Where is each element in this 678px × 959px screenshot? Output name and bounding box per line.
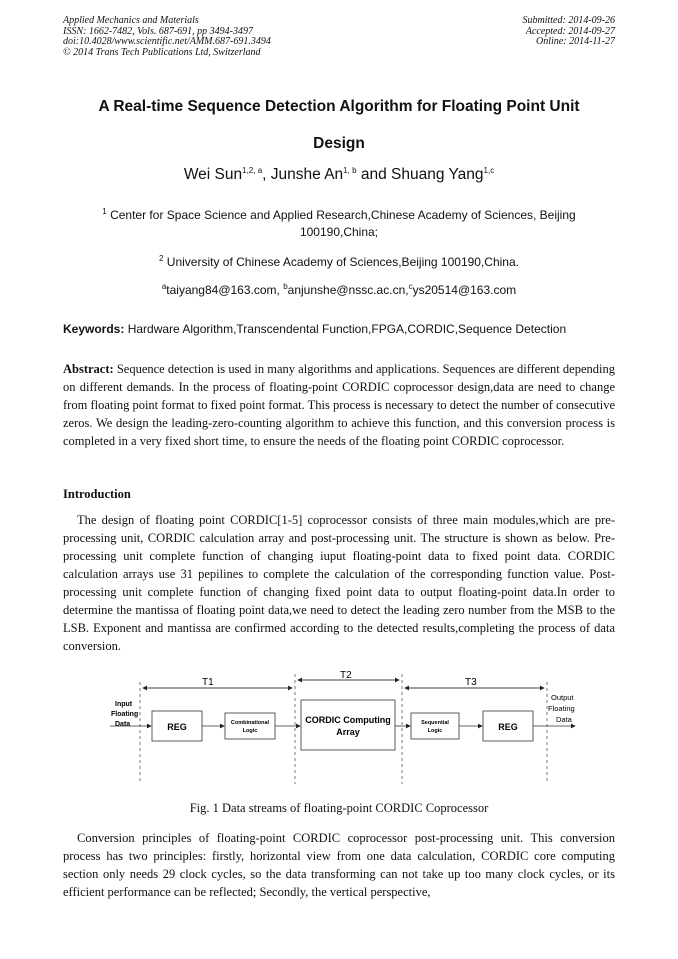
author-name: Shuang Yang (391, 166, 484, 183)
accepted-date: Accepted: 2014-09-27 (525, 25, 615, 37)
t1-label: T1 (202, 677, 214, 688)
issn-line: ISSN: 1662-7482, Vols. 687-691, pp 3494-3497 (63, 25, 253, 37)
submitted-date: Submitted: 2014-09-26 (522, 15, 615, 26)
dates-header (523, 16, 616, 48)
journal-name: Applied Mechanics and Materials (63, 15, 199, 26)
figure-data-streams (105, 664, 595, 790)
email-sup: a (161, 282, 167, 291)
author-separator: and (356, 166, 391, 183)
intro-paragraph: The design of floating point CORDIC[1-5] coprocessor consists of three main modules,which are pre-processing unit, CORDIC calculation array and post-processing unit. The structure is shown as below. Pre-processing unit complete function of changing iuput floating-point data to fixed point data. CORDIC calculation arrays use 31 pepilines to complete the calculation of the corresponding function value. Post-processing unit complete function of changing fixed point data to output floating-point data.In order to determine the mantissa of floating point data,we need to detect the leading zero number from the MSB to the LSB. Exponent and mantissa are confirmed according to the detected results,completing the process of data conversion. (63, 513, 615, 653)
author-separator: , (262, 166, 271, 183)
affiliation-text: University of Chinese Academy of Sciences,Beijing 100190,China. (163, 255, 519, 269)
author-sup: 1, b (343, 165, 357, 175)
author-sup: 1,2, a (242, 165, 263, 175)
affiliation-sup: 1 (102, 207, 107, 216)
author-list (63, 166, 615, 184)
journal-header (63, 16, 271, 58)
t3-label: T3 (465, 677, 477, 688)
figure-caption: Fig. 1 Data streams of floating-point CORDIC Coprocessor (189, 801, 489, 815)
t2-label: T2 (340, 670, 352, 681)
seq-label-2: Logic (427, 728, 443, 734)
email-list (63, 282, 615, 299)
title-line-1: A Real-time Sequence Detection Algorithm for Floating Point Unit (98, 98, 580, 115)
comb-label-2: Logic (242, 728, 258, 734)
author-name: Wei Sun (183, 166, 243, 183)
keywords (63, 322, 615, 336)
cordic-label-1: CORDIC Computing (305, 715, 391, 725)
doi-line: doi:10.4028/www.scientific.net/AMM.687-691.3494 (63, 36, 271, 47)
input-label-1: Input (115, 701, 133, 708)
input-label-2: Floating (111, 711, 139, 718)
body-paragraph: Conversion principles of floating-point CORDIC coprocessor post-processing unit. This conversion process has two principles: firstly, horizontal view from one data calculation, CORDIC core computing section only needs 29 clock cycles, so the data transforming can not take up too many clock cycles, or its efficient performance can be reflected; Secondly, the vertical perspective, (63, 831, 615, 899)
section-heading-introduction: Introduction (63, 487, 131, 501)
reg-label-1: REG (167, 722, 187, 732)
abstract-text: Sequence detection is used in many algorithms and applications. Sequences are different depending on different demands. In the process of floating-point CORDIC coprocessor design,data are need to change from floating point format to fixed point format. This process is necessary to detect the number of consecutive zeros. We design the leading-zero-counting algorithm to achieve this function, and this conversion process is completed in a very fixed short time, to ensure the needs of the floating point CORDIC coprocessor. (63, 362, 615, 448)
affiliation-sup: 2 (159, 254, 164, 263)
title-line-2: Design (313, 135, 365, 152)
affiliation-2 (63, 254, 615, 271)
comb-label-1: Combinational (230, 720, 270, 726)
keywords-label: Keywords: (63, 322, 125, 336)
output-label-1: Output (551, 693, 574, 702)
copyright-line: © 2014 Trans Tech Publications Ltd, Switzerland (63, 46, 261, 58)
author-sup: 1,c (483, 165, 495, 175)
reg-label-2: REG (498, 722, 518, 732)
affiliation-1 (63, 207, 615, 241)
email-sup: b (283, 282, 288, 291)
keywords-text: Hardware Algorithm,Transcendental Function,FPGA,CORDIC,Sequence Detection (124, 322, 567, 336)
author-name: Junshe An (270, 166, 344, 183)
online-date: Online: 2014-11-27 (536, 36, 615, 47)
email-text: taiyang84@163.com, (166, 283, 284, 297)
seq-label-1: Sequential (421, 720, 449, 726)
abstract-label: Abstract: (63, 362, 114, 376)
cordic-array-box (301, 700, 395, 750)
output-label-2: Floating (548, 704, 575, 713)
cordic-label-2: Array (336, 727, 360, 737)
input-label-3: Data (115, 721, 131, 728)
abstract (63, 360, 615, 450)
email-text: ys20514@163.com (412, 283, 517, 297)
combinational-logic-box (225, 713, 275, 739)
email-sup: c (408, 282, 413, 291)
sequential-logic-box (411, 713, 459, 739)
affiliation-text: Center for Space Science and Applied Research,Chinese Academy of Sciences, Beijing 100190,China; (106, 208, 576, 239)
output-label-3: Data (556, 715, 572, 724)
email-text: anjunshe@nssc.ac.cn, (287, 283, 409, 297)
paper-title (63, 88, 615, 162)
